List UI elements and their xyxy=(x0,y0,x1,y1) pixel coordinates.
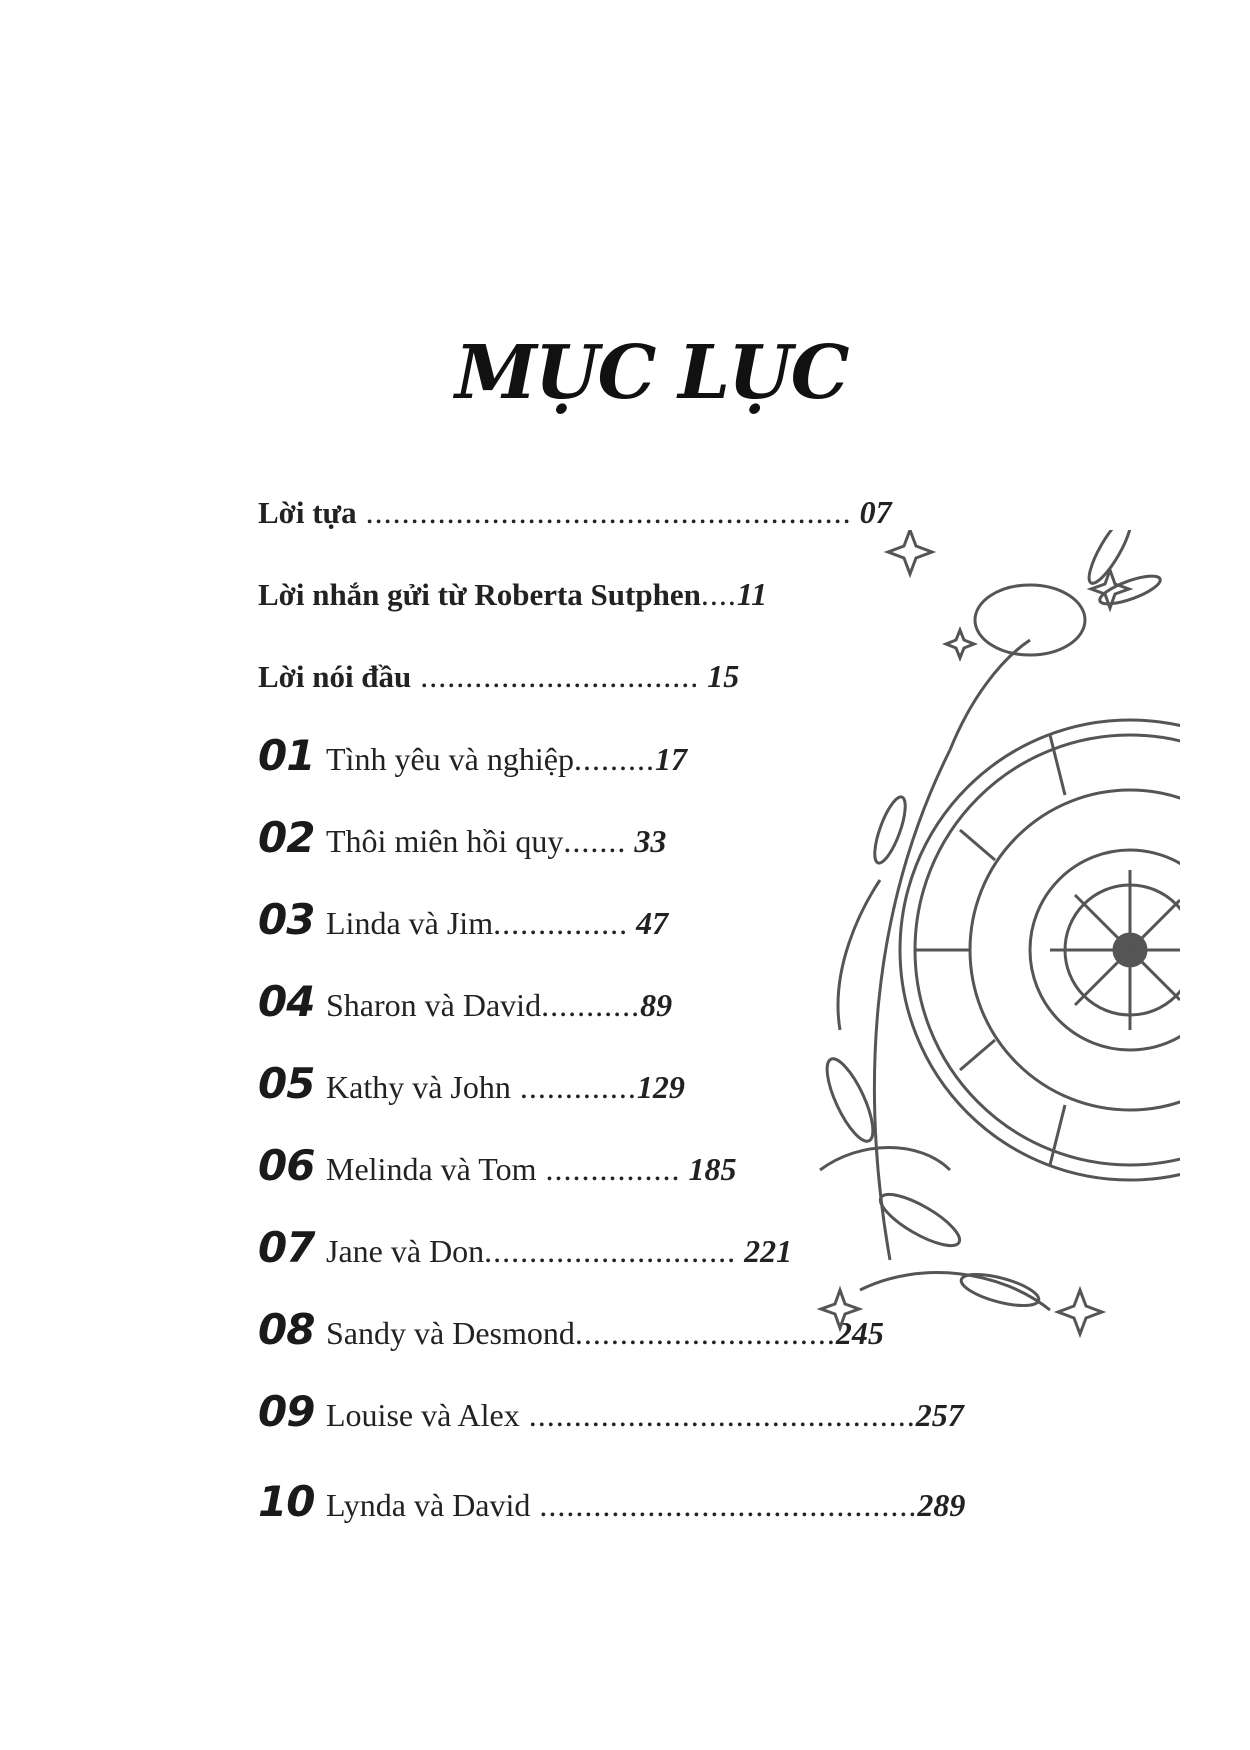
toc-entry-label: Lời tựa xyxy=(258,495,357,530)
toc-entry-leader: ............................. xyxy=(574,1315,836,1351)
toc-entry-chapter[interactable] xyxy=(258,813,667,862)
toc-entry-chapter[interactable] xyxy=(258,1477,966,1526)
toc-entry-label: Tình yêu và nghiệp xyxy=(326,741,574,777)
chapter-number: 01 xyxy=(258,731,315,780)
chapter-number: 05 xyxy=(258,1059,315,1108)
toc-entry-leader: ...................................................... xyxy=(356,494,852,530)
toc-entry-page: 245 xyxy=(835,1315,884,1351)
chapter-number: 06 xyxy=(258,1141,315,1190)
toc-entry-preface[interactable] xyxy=(258,492,892,533)
chapter-number: 04 xyxy=(258,977,315,1026)
chapter-number: 09 xyxy=(258,1387,315,1436)
toc-entry-leader: ......... xyxy=(573,741,655,777)
toc-entry-chapter[interactable] xyxy=(258,731,687,780)
toc-entry-page: 17 xyxy=(654,741,687,777)
toc-entry-leader: .......................................... xyxy=(530,1487,918,1523)
toc-entry-foreword[interactable] xyxy=(258,656,739,697)
toc-entry-page: 289 xyxy=(917,1487,966,1523)
toc-entry-label: Louise và Alex xyxy=(326,1397,520,1433)
toc-entry-page: 33 xyxy=(626,823,667,859)
toc-entry-page: 15 xyxy=(699,658,740,694)
toc-entry-page: 257 xyxy=(915,1397,964,1433)
toc-entry-chapter[interactable] xyxy=(258,977,673,1026)
toc-entry-label: Thôi miên hồi quy xyxy=(326,823,564,859)
toc-entry-chapter[interactable] xyxy=(258,1305,884,1354)
toc-entry-chapter[interactable] xyxy=(258,1223,793,1272)
toc-entry-page: 11 xyxy=(736,576,768,612)
toc-entry-leader: ............................... xyxy=(411,658,700,694)
toc-entry-leader: ........................................... xyxy=(519,1397,916,1433)
chapter-number: 07 xyxy=(258,1223,315,1272)
toc-entry-leader: ....... xyxy=(563,823,627,859)
toc-entry-label: Lời nói đầu xyxy=(258,659,412,694)
toc-entry-page: 129 xyxy=(636,1069,685,1105)
toc-entry-label: Melinda và Tom xyxy=(326,1151,537,1187)
toc-entry-leader: ............... xyxy=(536,1151,681,1187)
toc-entry-leader: ............. xyxy=(510,1069,637,1105)
toc-entry-message[interactable] xyxy=(258,574,767,615)
toc-entry-page: 07 xyxy=(851,494,892,530)
toc-entry-chapter[interactable] xyxy=(258,1059,685,1108)
toc-entry-chapter[interactable] xyxy=(258,895,669,944)
chapter-number: 02 xyxy=(258,813,315,862)
toc-entry-label: Linda và Jim xyxy=(326,905,494,941)
star-decorations xyxy=(821,530,1129,1334)
leaf-branch xyxy=(818,530,1163,1312)
toc-entry-label: Jane và Don xyxy=(326,1233,485,1269)
toc-entry-leader: ........... xyxy=(541,987,641,1023)
toc-entry-leader: ............................ xyxy=(484,1233,737,1269)
toc-entry-page: 47 xyxy=(628,905,669,941)
chapter-number: 10 xyxy=(258,1477,315,1526)
toc-entry-chapter[interactable] xyxy=(258,1387,964,1436)
zodiac-wheel xyxy=(900,720,1180,1180)
page-title: MỤC LỤC xyxy=(455,330,848,416)
toc-entry-label: Lời nhắn gửi từ Roberta Sutphen xyxy=(258,577,701,612)
toc-entry-label: Sharon và David xyxy=(326,987,542,1023)
toc-entry-leader: .... xyxy=(700,576,737,612)
toc-entry-label: Lynda và David xyxy=(326,1487,531,1523)
zodiac-botanical-illustration xyxy=(800,530,1180,1360)
toc-entry-label: Sandy và Desmond xyxy=(326,1315,575,1351)
toc-entry-page: 185 xyxy=(680,1151,737,1187)
chapter-number: 08 xyxy=(258,1305,315,1354)
toc-entry-leader: ............... xyxy=(493,905,629,941)
chapter-number: 03 xyxy=(258,895,315,944)
toc-entry-page: 89 xyxy=(640,987,673,1023)
toc-entry-page: 221 xyxy=(736,1233,793,1269)
toc-entry-label: Kathy và John xyxy=(326,1069,511,1105)
toc-entry-chapter[interactable] xyxy=(258,1141,737,1190)
